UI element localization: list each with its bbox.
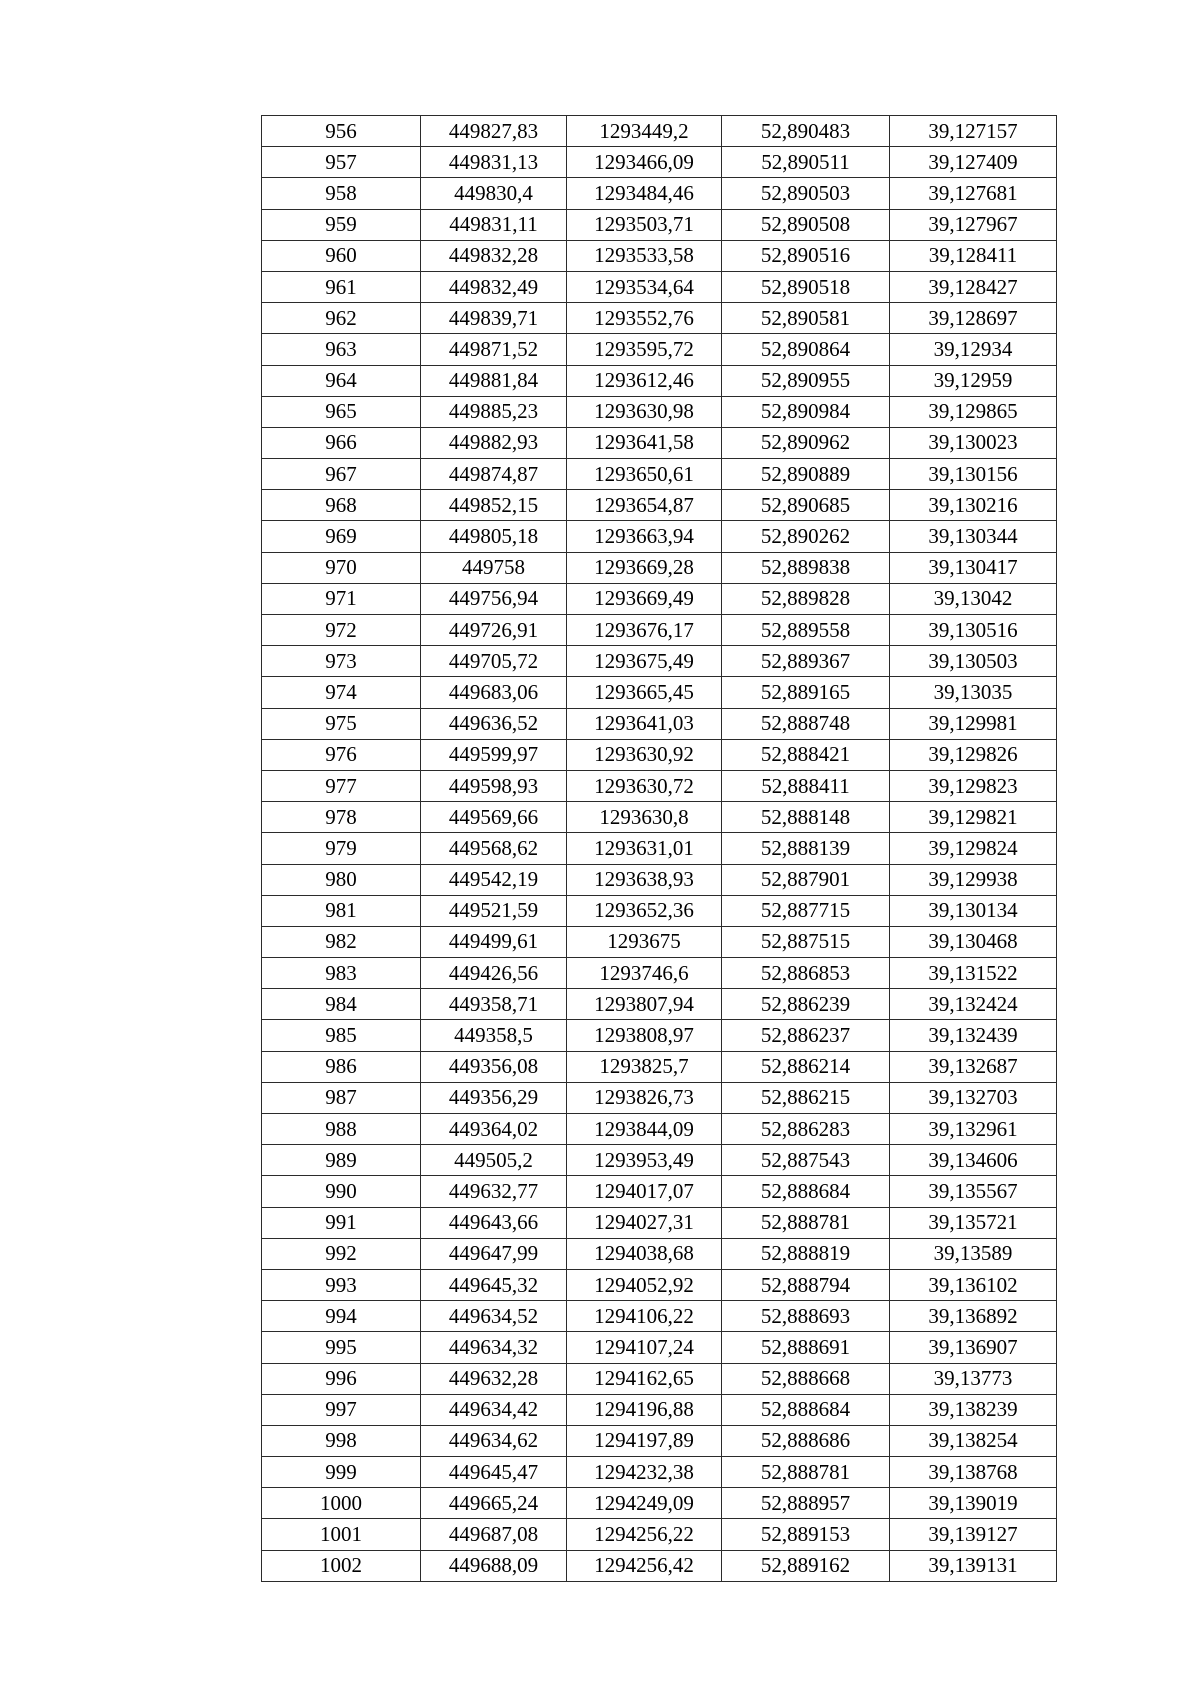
- longitude-cell: 39,129938: [890, 864, 1057, 895]
- longitude-cell: 39,129821: [890, 802, 1057, 833]
- x-coordinate-cell: 449758: [421, 552, 567, 583]
- y-coordinate-cell: 1293650,61: [567, 459, 722, 490]
- point-number-cell: 969: [262, 521, 421, 552]
- x-coordinate-cell: 449634,42: [421, 1394, 567, 1425]
- longitude-cell: 39,139127: [890, 1519, 1057, 1550]
- point-number-cell: 993: [262, 1269, 421, 1300]
- table-row: [262, 1519, 1057, 1550]
- latitude-cell: 52,888668: [722, 1363, 890, 1394]
- longitude-cell: 39,130134: [890, 895, 1057, 926]
- table-row: [262, 334, 1057, 365]
- x-coordinate-cell: 449426,56: [421, 958, 567, 989]
- table-row: [262, 1332, 1057, 1363]
- latitude-cell: 52,888421: [722, 739, 890, 770]
- table-row: [262, 552, 1057, 583]
- x-coordinate-cell: 449634,52: [421, 1301, 567, 1332]
- point-number-cell: 1001: [262, 1519, 421, 1550]
- x-coordinate-cell: 449358,71: [421, 989, 567, 1020]
- x-coordinate-cell: 449756,94: [421, 583, 567, 614]
- x-coordinate-cell: 449598,93: [421, 770, 567, 801]
- point-number-cell: 965: [262, 396, 421, 427]
- table-row: [262, 770, 1057, 801]
- y-coordinate-cell: 1294196,88: [567, 1394, 722, 1425]
- table-row: [262, 1051, 1057, 1082]
- latitude-cell: 52,887901: [722, 864, 890, 895]
- table-row: [262, 646, 1057, 677]
- point-number-cell: 967: [262, 459, 421, 490]
- table-row: [262, 615, 1057, 646]
- longitude-cell: 39,128697: [890, 303, 1057, 334]
- x-coordinate-cell: 449358,5: [421, 1020, 567, 1051]
- x-coordinate-cell: 449882,93: [421, 427, 567, 458]
- latitude-cell: 52,888139: [722, 833, 890, 864]
- latitude-cell: 52,888693: [722, 1301, 890, 1332]
- x-coordinate-cell: 449634,32: [421, 1332, 567, 1363]
- table-row: [262, 677, 1057, 708]
- point-number-cell: 972: [262, 615, 421, 646]
- longitude-cell: 39,138768: [890, 1457, 1057, 1488]
- y-coordinate-cell: 1293631,01: [567, 833, 722, 864]
- point-number-cell: 999: [262, 1457, 421, 1488]
- latitude-cell: 52,888684: [722, 1394, 890, 1425]
- longitude-cell: 39,127157: [890, 116, 1057, 147]
- y-coordinate-cell: 1294249,09: [567, 1488, 722, 1519]
- point-number-cell: 973: [262, 646, 421, 677]
- y-coordinate-cell: 1293612,46: [567, 365, 722, 396]
- y-coordinate-cell: 1293449,2: [567, 116, 722, 147]
- latitude-cell: 52,886237: [722, 1020, 890, 1051]
- point-number-cell: 991: [262, 1207, 421, 1238]
- longitude-cell: 39,132424: [890, 989, 1057, 1020]
- point-number-cell: 980: [262, 864, 421, 895]
- longitude-cell: 39,132439: [890, 1020, 1057, 1051]
- y-coordinate-cell: 1293654,87: [567, 490, 722, 521]
- longitude-cell: 39,138254: [890, 1425, 1057, 1456]
- y-coordinate-cell: 1293669,49: [567, 583, 722, 614]
- latitude-cell: 52,890508: [722, 209, 890, 240]
- table-row: [262, 708, 1057, 739]
- table-row: [262, 1363, 1057, 1394]
- x-coordinate-cell: 449599,97: [421, 739, 567, 770]
- latitude-cell: 52,890685: [722, 490, 890, 521]
- point-number-cell: 963: [262, 334, 421, 365]
- y-coordinate-cell: 1293630,72: [567, 770, 722, 801]
- y-coordinate-cell: 1293484,46: [567, 178, 722, 209]
- table-row: [262, 303, 1057, 334]
- y-coordinate-cell: 1293641,58: [567, 427, 722, 458]
- table-row: [262, 1394, 1057, 1425]
- longitude-cell: 39,136892: [890, 1301, 1057, 1332]
- longitude-cell: 39,130344: [890, 521, 1057, 552]
- point-number-cell: 997: [262, 1394, 421, 1425]
- latitude-cell: 52,888748: [722, 708, 890, 739]
- table-row: [262, 895, 1057, 926]
- point-number-cell: 987: [262, 1082, 421, 1113]
- point-number-cell: 981: [262, 895, 421, 926]
- y-coordinate-cell: 1294256,42: [567, 1550, 722, 1581]
- longitude-cell: 39,128411: [890, 240, 1057, 271]
- y-coordinate-cell: 1294017,07: [567, 1176, 722, 1207]
- point-number-cell: 998: [262, 1425, 421, 1456]
- table-row: [262, 1020, 1057, 1051]
- latitude-cell: 52,888411: [722, 770, 890, 801]
- y-coordinate-cell: 1293808,97: [567, 1020, 722, 1051]
- latitude-cell: 52,886853: [722, 958, 890, 989]
- latitude-cell: 52,889558: [722, 615, 890, 646]
- longitude-cell: 39,129826: [890, 739, 1057, 770]
- y-coordinate-cell: 1293641,03: [567, 708, 722, 739]
- point-number-cell: 970: [262, 552, 421, 583]
- y-coordinate-cell: 1293746,6: [567, 958, 722, 989]
- latitude-cell: 52,890503: [722, 178, 890, 209]
- x-coordinate-cell: 449356,08: [421, 1051, 567, 1082]
- longitude-cell: 39,136907: [890, 1332, 1057, 1363]
- table-row: [262, 521, 1057, 552]
- table-row: [262, 178, 1057, 209]
- point-number-cell: 964: [262, 365, 421, 396]
- longitude-cell: 39,135567: [890, 1176, 1057, 1207]
- latitude-cell: 52,890955: [722, 365, 890, 396]
- latitude-cell: 52,888686: [722, 1425, 890, 1456]
- point-number-cell: 1002: [262, 1550, 421, 1581]
- table-row: [262, 1114, 1057, 1145]
- longitude-cell: 39,128427: [890, 271, 1057, 302]
- longitude-cell: 39,130516: [890, 615, 1057, 646]
- x-coordinate-cell: 449632,77: [421, 1176, 567, 1207]
- table-row: [262, 147, 1057, 178]
- table-row: [262, 1176, 1057, 1207]
- x-coordinate-cell: 449645,32: [421, 1269, 567, 1300]
- table-row: [262, 209, 1057, 240]
- table-row: [262, 459, 1057, 490]
- longitude-cell: 39,129865: [890, 396, 1057, 427]
- point-number-cell: 988: [262, 1114, 421, 1145]
- x-coordinate-cell: 449805,18: [421, 521, 567, 552]
- y-coordinate-cell: 1293533,58: [567, 240, 722, 271]
- point-number-cell: 975: [262, 708, 421, 739]
- table-row: [262, 1207, 1057, 1238]
- point-number-cell: 996: [262, 1363, 421, 1394]
- y-coordinate-cell: 1293675: [567, 926, 722, 957]
- latitude-cell: 52,888781: [722, 1457, 890, 1488]
- x-coordinate-cell: 449364,02: [421, 1114, 567, 1145]
- latitude-cell: 52,889828: [722, 583, 890, 614]
- y-coordinate-cell: 1293844,09: [567, 1114, 722, 1145]
- y-coordinate-cell: 1293665,45: [567, 677, 722, 708]
- table-row: [262, 1488, 1057, 1519]
- x-coordinate-cell: 449632,28: [421, 1363, 567, 1394]
- y-coordinate-cell: 1294197,89: [567, 1425, 722, 1456]
- point-number-cell: 992: [262, 1238, 421, 1269]
- longitude-cell: 39,132961: [890, 1114, 1057, 1145]
- latitude-cell: 52,890518: [722, 271, 890, 302]
- latitude-cell: 52,889367: [722, 646, 890, 677]
- x-coordinate-cell: 449705,72: [421, 646, 567, 677]
- y-coordinate-cell: 1293630,98: [567, 396, 722, 427]
- coordinates-table: [261, 115, 1057, 1582]
- longitude-cell: 39,12934: [890, 334, 1057, 365]
- latitude-cell: 52,888794: [722, 1269, 890, 1300]
- x-coordinate-cell: 449569,66: [421, 802, 567, 833]
- longitude-cell: 39,13589: [890, 1238, 1057, 1269]
- x-coordinate-cell: 449499,61: [421, 926, 567, 957]
- table-row: [262, 365, 1057, 396]
- latitude-cell: 52,889838: [722, 552, 890, 583]
- longitude-cell: 39,129981: [890, 708, 1057, 739]
- x-coordinate-cell: 449871,52: [421, 334, 567, 365]
- y-coordinate-cell: 1293669,28: [567, 552, 722, 583]
- y-coordinate-cell: 1293652,36: [567, 895, 722, 926]
- longitude-cell: 39,129824: [890, 833, 1057, 864]
- table-row: [262, 1238, 1057, 1269]
- x-coordinate-cell: 449832,28: [421, 240, 567, 271]
- longitude-cell: 39,129823: [890, 770, 1057, 801]
- longitude-cell: 39,135721: [890, 1207, 1057, 1238]
- longitude-cell: 39,139019: [890, 1488, 1057, 1519]
- longitude-cell: 39,130503: [890, 646, 1057, 677]
- latitude-cell: 52,890516: [722, 240, 890, 271]
- longitude-cell: 39,13773: [890, 1363, 1057, 1394]
- coordinates-table-body: [262, 116, 1057, 1582]
- y-coordinate-cell: 1294232,38: [567, 1457, 722, 1488]
- x-coordinate-cell: 449827,83: [421, 116, 567, 147]
- x-coordinate-cell: 449831,11: [421, 209, 567, 240]
- x-coordinate-cell: 449832,49: [421, 271, 567, 302]
- latitude-cell: 52,888819: [722, 1238, 890, 1269]
- point-number-cell: 983: [262, 958, 421, 989]
- x-coordinate-cell: 449726,91: [421, 615, 567, 646]
- table-row: [262, 926, 1057, 957]
- x-coordinate-cell: 449830,4: [421, 178, 567, 209]
- longitude-cell: 39,138239: [890, 1394, 1057, 1425]
- table-row: [262, 802, 1057, 833]
- table-row: [262, 1301, 1057, 1332]
- x-coordinate-cell: 449542,19: [421, 864, 567, 895]
- point-number-cell: 982: [262, 926, 421, 957]
- latitude-cell: 52,887715: [722, 895, 890, 926]
- y-coordinate-cell: 1293534,64: [567, 271, 722, 302]
- table-row: [262, 739, 1057, 770]
- y-coordinate-cell: 1293825,7: [567, 1051, 722, 1082]
- y-coordinate-cell: 1293826,73: [567, 1082, 722, 1113]
- table-row: [262, 1082, 1057, 1113]
- point-number-cell: 990: [262, 1176, 421, 1207]
- latitude-cell: 52,890581: [722, 303, 890, 334]
- point-number-cell: 995: [262, 1332, 421, 1363]
- latitude-cell: 52,887515: [722, 926, 890, 957]
- latitude-cell: 52,889165: [722, 677, 890, 708]
- y-coordinate-cell: 1293503,71: [567, 209, 722, 240]
- x-coordinate-cell: 449634,62: [421, 1425, 567, 1456]
- latitude-cell: 52,890889: [722, 459, 890, 490]
- longitude-cell: 39,127967: [890, 209, 1057, 240]
- latitude-cell: 52,888957: [722, 1488, 890, 1519]
- table-row: [262, 989, 1057, 1020]
- y-coordinate-cell: 1293630,92: [567, 739, 722, 770]
- x-coordinate-cell: 449521,59: [421, 895, 567, 926]
- x-coordinate-cell: 449852,15: [421, 490, 567, 521]
- x-coordinate-cell: 449636,52: [421, 708, 567, 739]
- y-coordinate-cell: 1293953,49: [567, 1145, 722, 1176]
- point-number-cell: 957: [262, 147, 421, 178]
- point-number-cell: 971: [262, 583, 421, 614]
- longitude-cell: 39,130156: [890, 459, 1057, 490]
- table-row: [262, 271, 1057, 302]
- point-number-cell: 958: [262, 178, 421, 209]
- latitude-cell: 52,890511: [722, 147, 890, 178]
- y-coordinate-cell: 1294027,31: [567, 1207, 722, 1238]
- point-number-cell: 985: [262, 1020, 421, 1051]
- latitude-cell: 52,890483: [722, 116, 890, 147]
- x-coordinate-cell: 449885,23: [421, 396, 567, 427]
- latitude-cell: 52,886214: [722, 1051, 890, 1082]
- latitude-cell: 52,890864: [722, 334, 890, 365]
- y-coordinate-cell: 1293675,49: [567, 646, 722, 677]
- longitude-cell: 39,130468: [890, 926, 1057, 957]
- table-row: [262, 864, 1057, 895]
- point-number-cell: 968: [262, 490, 421, 521]
- y-coordinate-cell: 1294256,22: [567, 1519, 722, 1550]
- table-row: [262, 427, 1057, 458]
- x-coordinate-cell: 449356,29: [421, 1082, 567, 1113]
- table-row: [262, 583, 1057, 614]
- x-coordinate-cell: 449568,62: [421, 833, 567, 864]
- point-number-cell: 966: [262, 427, 421, 458]
- point-number-cell: 994: [262, 1301, 421, 1332]
- y-coordinate-cell: 1294107,24: [567, 1332, 722, 1363]
- longitude-cell: 39,130023: [890, 427, 1057, 458]
- point-number-cell: 986: [262, 1051, 421, 1082]
- table-row: [262, 958, 1057, 989]
- y-coordinate-cell: 1293466,09: [567, 147, 722, 178]
- latitude-cell: 52,886215: [722, 1082, 890, 1113]
- longitude-cell: 39,127409: [890, 147, 1057, 178]
- latitude-cell: 52,889153: [722, 1519, 890, 1550]
- latitude-cell: 52,888781: [722, 1207, 890, 1238]
- table-row: [262, 833, 1057, 864]
- x-coordinate-cell: 449874,87: [421, 459, 567, 490]
- latitude-cell: 52,890262: [722, 521, 890, 552]
- latitude-cell: 52,888691: [722, 1332, 890, 1363]
- longitude-cell: 39,12959: [890, 365, 1057, 396]
- table-row: [262, 116, 1057, 147]
- point-number-cell: 959: [262, 209, 421, 240]
- table-row: [262, 1269, 1057, 1300]
- x-coordinate-cell: 449683,06: [421, 677, 567, 708]
- latitude-cell: 52,888684: [722, 1176, 890, 1207]
- point-number-cell: 962: [262, 303, 421, 334]
- x-coordinate-cell: 449688,09: [421, 1550, 567, 1581]
- x-coordinate-cell: 449687,08: [421, 1519, 567, 1550]
- y-coordinate-cell: 1293676,17: [567, 615, 722, 646]
- point-number-cell: 956: [262, 116, 421, 147]
- point-number-cell: 979: [262, 833, 421, 864]
- table-row: [262, 240, 1057, 271]
- latitude-cell: 52,886239: [722, 989, 890, 1020]
- x-coordinate-cell: 449645,47: [421, 1457, 567, 1488]
- longitude-cell: 39,132687: [890, 1051, 1057, 1082]
- y-coordinate-cell: 1293807,94: [567, 989, 722, 1020]
- x-coordinate-cell: 449881,84: [421, 365, 567, 396]
- point-number-cell: 974: [262, 677, 421, 708]
- x-coordinate-cell: 449831,13: [421, 147, 567, 178]
- longitude-cell: 39,130216: [890, 490, 1057, 521]
- x-coordinate-cell: 449647,99: [421, 1238, 567, 1269]
- longitude-cell: 39,127681: [890, 178, 1057, 209]
- point-number-cell: 977: [262, 770, 421, 801]
- longitude-cell: 39,136102: [890, 1269, 1057, 1300]
- x-coordinate-cell: 449839,71: [421, 303, 567, 334]
- y-coordinate-cell: 1294162,65: [567, 1363, 722, 1394]
- y-coordinate-cell: 1293552,76: [567, 303, 722, 334]
- latitude-cell: 52,889162: [722, 1550, 890, 1581]
- longitude-cell: 39,130417: [890, 552, 1057, 583]
- x-coordinate-cell: 449505,2: [421, 1145, 567, 1176]
- table-row: [262, 1550, 1057, 1581]
- latitude-cell: 52,888148: [722, 802, 890, 833]
- table-row: [262, 1425, 1057, 1456]
- table-row: [262, 490, 1057, 521]
- point-number-cell: 1000: [262, 1488, 421, 1519]
- longitude-cell: 39,131522: [890, 958, 1057, 989]
- longitude-cell: 39,134606: [890, 1145, 1057, 1176]
- point-number-cell: 989: [262, 1145, 421, 1176]
- latitude-cell: 52,887543: [722, 1145, 890, 1176]
- y-coordinate-cell: 1294106,22: [567, 1301, 722, 1332]
- x-coordinate-cell: 449665,24: [421, 1488, 567, 1519]
- longitude-cell: 39,139131: [890, 1550, 1057, 1581]
- y-coordinate-cell: 1293638,93: [567, 864, 722, 895]
- y-coordinate-cell: 1294052,92: [567, 1269, 722, 1300]
- point-number-cell: 984: [262, 989, 421, 1020]
- table-row: [262, 1457, 1057, 1488]
- point-number-cell: 978: [262, 802, 421, 833]
- latitude-cell: 52,890984: [722, 396, 890, 427]
- latitude-cell: 52,886283: [722, 1114, 890, 1145]
- longitude-cell: 39,13035: [890, 677, 1057, 708]
- y-coordinate-cell: 1294038,68: [567, 1238, 722, 1269]
- point-number-cell: 961: [262, 271, 421, 302]
- x-coordinate-cell: 449643,66: [421, 1207, 567, 1238]
- table-row: [262, 396, 1057, 427]
- table-row: [262, 1145, 1057, 1176]
- y-coordinate-cell: 1293595,72: [567, 334, 722, 365]
- latitude-cell: 52,890962: [722, 427, 890, 458]
- longitude-cell: 39,13042: [890, 583, 1057, 614]
- longitude-cell: 39,132703: [890, 1082, 1057, 1113]
- y-coordinate-cell: 1293630,8: [567, 802, 722, 833]
- y-coordinate-cell: 1293663,94: [567, 521, 722, 552]
- point-number-cell: 976: [262, 739, 421, 770]
- point-number-cell: 960: [262, 240, 421, 271]
